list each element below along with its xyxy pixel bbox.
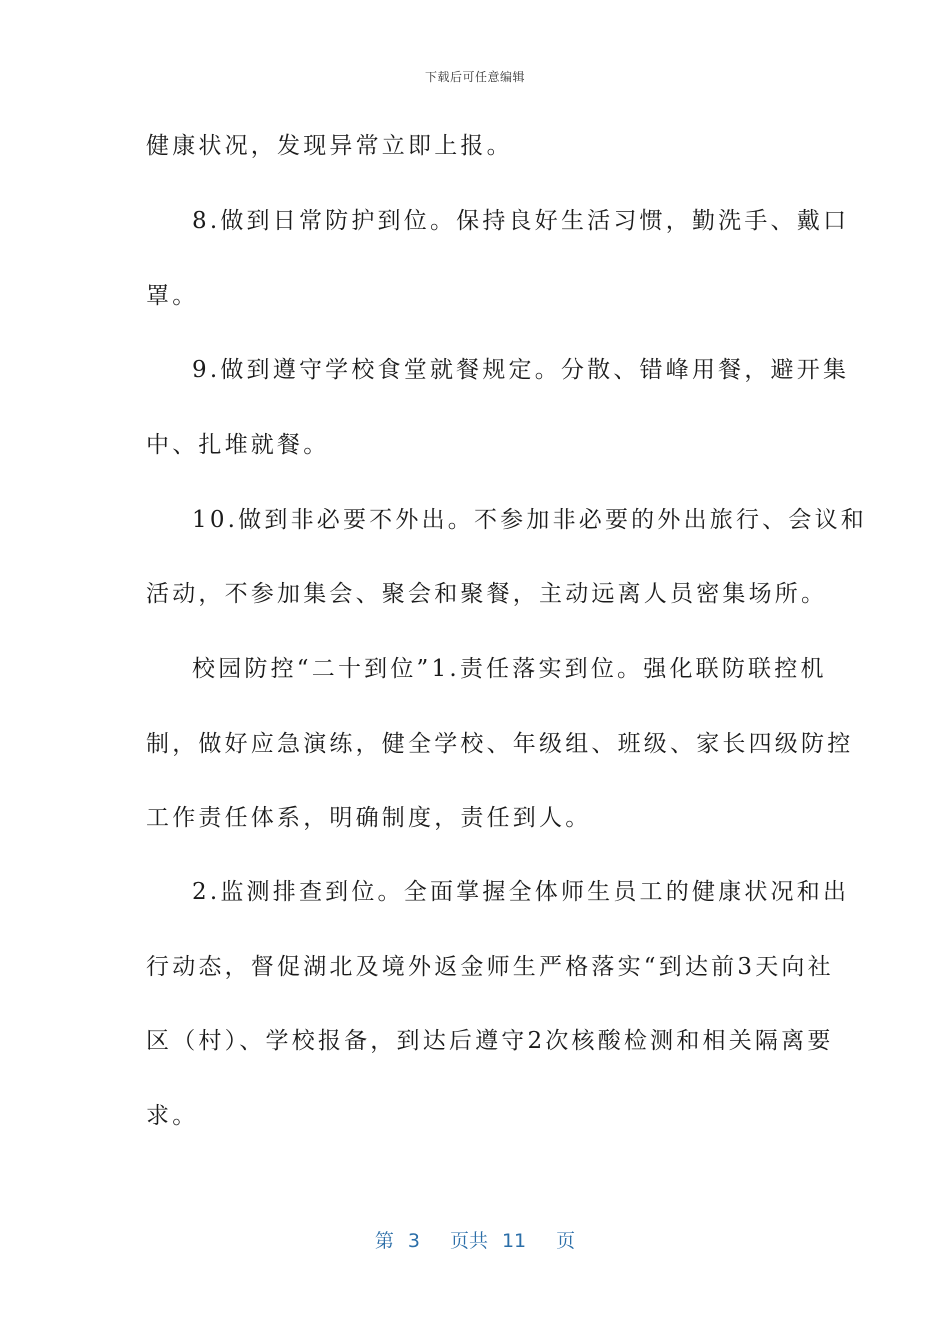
text-line-9: 制，做好应急演练，健全学校、年级组、班级、家长四级防控 <box>146 731 854 757</box>
text-line-6: 10.做到非必要不外出。不参加非必要的外出旅行、会议和 <box>192 507 867 533</box>
text-line-2: 8.做到日常防护到位。保持良好生活习惯，勤洗手、戴口 <box>192 208 850 234</box>
text-line-4: 9.做到遵守学校食堂就餐规定。分散、错峰用餐，避开集 <box>192 357 850 383</box>
footer-prefix: 第 <box>374 1230 394 1252</box>
footer-total-pages: 11 <box>501 1230 527 1252</box>
footer-middle: 页共 <box>449 1230 488 1252</box>
text-line-11: 2.监测排查到位。全面掌握全体师生员工的健康状况和出 <box>192 879 850 905</box>
page-footer <box>0 1226 950 1253</box>
text-line-8: 校园防控“二十到位”1.责任落实到位。强化联防联控机 <box>192 656 827 682</box>
header-note: 下载后可任意编辑 <box>424 70 525 84</box>
text-line-13: 区（村）、学校报备，到达后遵守2次核酸检测和相关隔离要 <box>146 1028 834 1054</box>
text-line-10: 工作责任体系，明确制度，责任到人。 <box>146 805 592 831</box>
text-line-14: 求。 <box>146 1103 199 1129</box>
text-line-1: 健康状况，发现异常立即上报。 <box>146 133 513 159</box>
text-line-5: 中、扎堆就餐。 <box>146 432 330 458</box>
footer-current-page: 3 <box>407 1230 420 1252</box>
footer-suffix: 页 <box>556 1230 576 1252</box>
text-line-3: 罩。 <box>146 283 199 309</box>
text-line-12: 行动态，督促湖北及境外返金师生严格落实“到达前3天向社 <box>146 954 834 980</box>
text-line-7: 活动，不参加集会、聚会和聚餐，主动远离人员密集场所。 <box>146 581 828 607</box>
